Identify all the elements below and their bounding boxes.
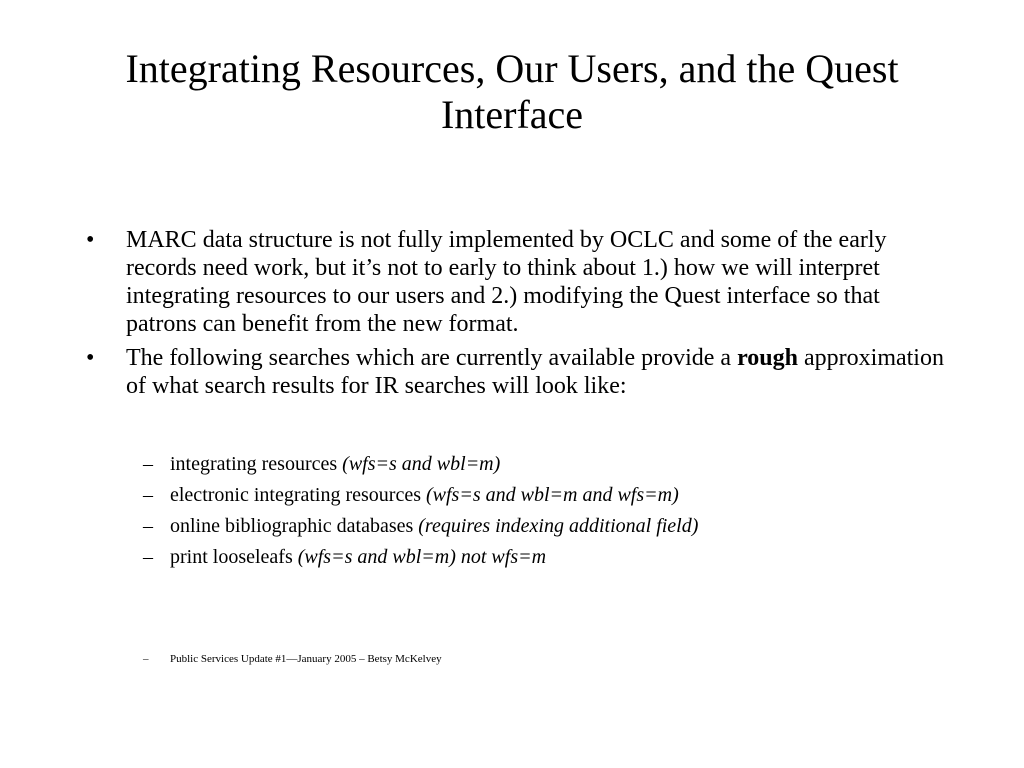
search-query: (wfs=s and wbl=m) (342, 453, 501, 475)
dash-icon: – (143, 453, 153, 475)
search-item-integrating-resources (143, 449, 698, 480)
footer-text: Public Services Update #1—January 2005 – Betsy McKelvey (170, 653, 442, 665)
bullet-list (86, 226, 946, 406)
dash-icon: – (143, 546, 153, 568)
bullet-item-searches (86, 344, 946, 400)
dash-icon: – (143, 484, 153, 506)
bullet-text-emphasis: rough (737, 345, 798, 371)
search-label: integrating resources (170, 453, 343, 475)
search-query: (wfs=s and wbl=m) not wfs=m (297, 546, 547, 568)
search-item-electronic-integrating-resources (143, 480, 698, 511)
bullet-icon: • (86, 345, 95, 371)
search-label: electronic integrating resources (170, 484, 426, 506)
search-label: print looseleafs (170, 546, 298, 568)
search-query: (wfs=s and wbl=m and wfs=m) (426, 484, 679, 506)
bullet-text-after: approximation of what search results for IR searches will look like: (126, 345, 944, 399)
slide-title: Integrating Resources, Our Users, and the Quest Interface (125, 46, 899, 137)
bullet-text-before: The following searches which are currently available provide a (126, 345, 738, 371)
search-list (143, 449, 698, 573)
bullet-item-marc (86, 226, 946, 338)
dash-icon: – (143, 653, 149, 665)
search-item-online-bibliographic-databases (143, 511, 698, 542)
search-query: (requires indexing additional field) (418, 515, 699, 537)
search-item-print-looseleafs (143, 542, 698, 573)
dash-icon: – (143, 515, 153, 537)
bullet-icon: • (86, 227, 95, 253)
bullet-text: MARC data structure is not fully implemented by OCLC and some of the early records need work, but it’s not to early to think about 1.) how we will interpret integrating resources to our users and 2.) modifying the Quest interface so that patrons can benefit from the new format. (126, 227, 887, 337)
slide-footer (143, 651, 442, 667)
search-label: online bibliographic databases (170, 515, 419, 537)
